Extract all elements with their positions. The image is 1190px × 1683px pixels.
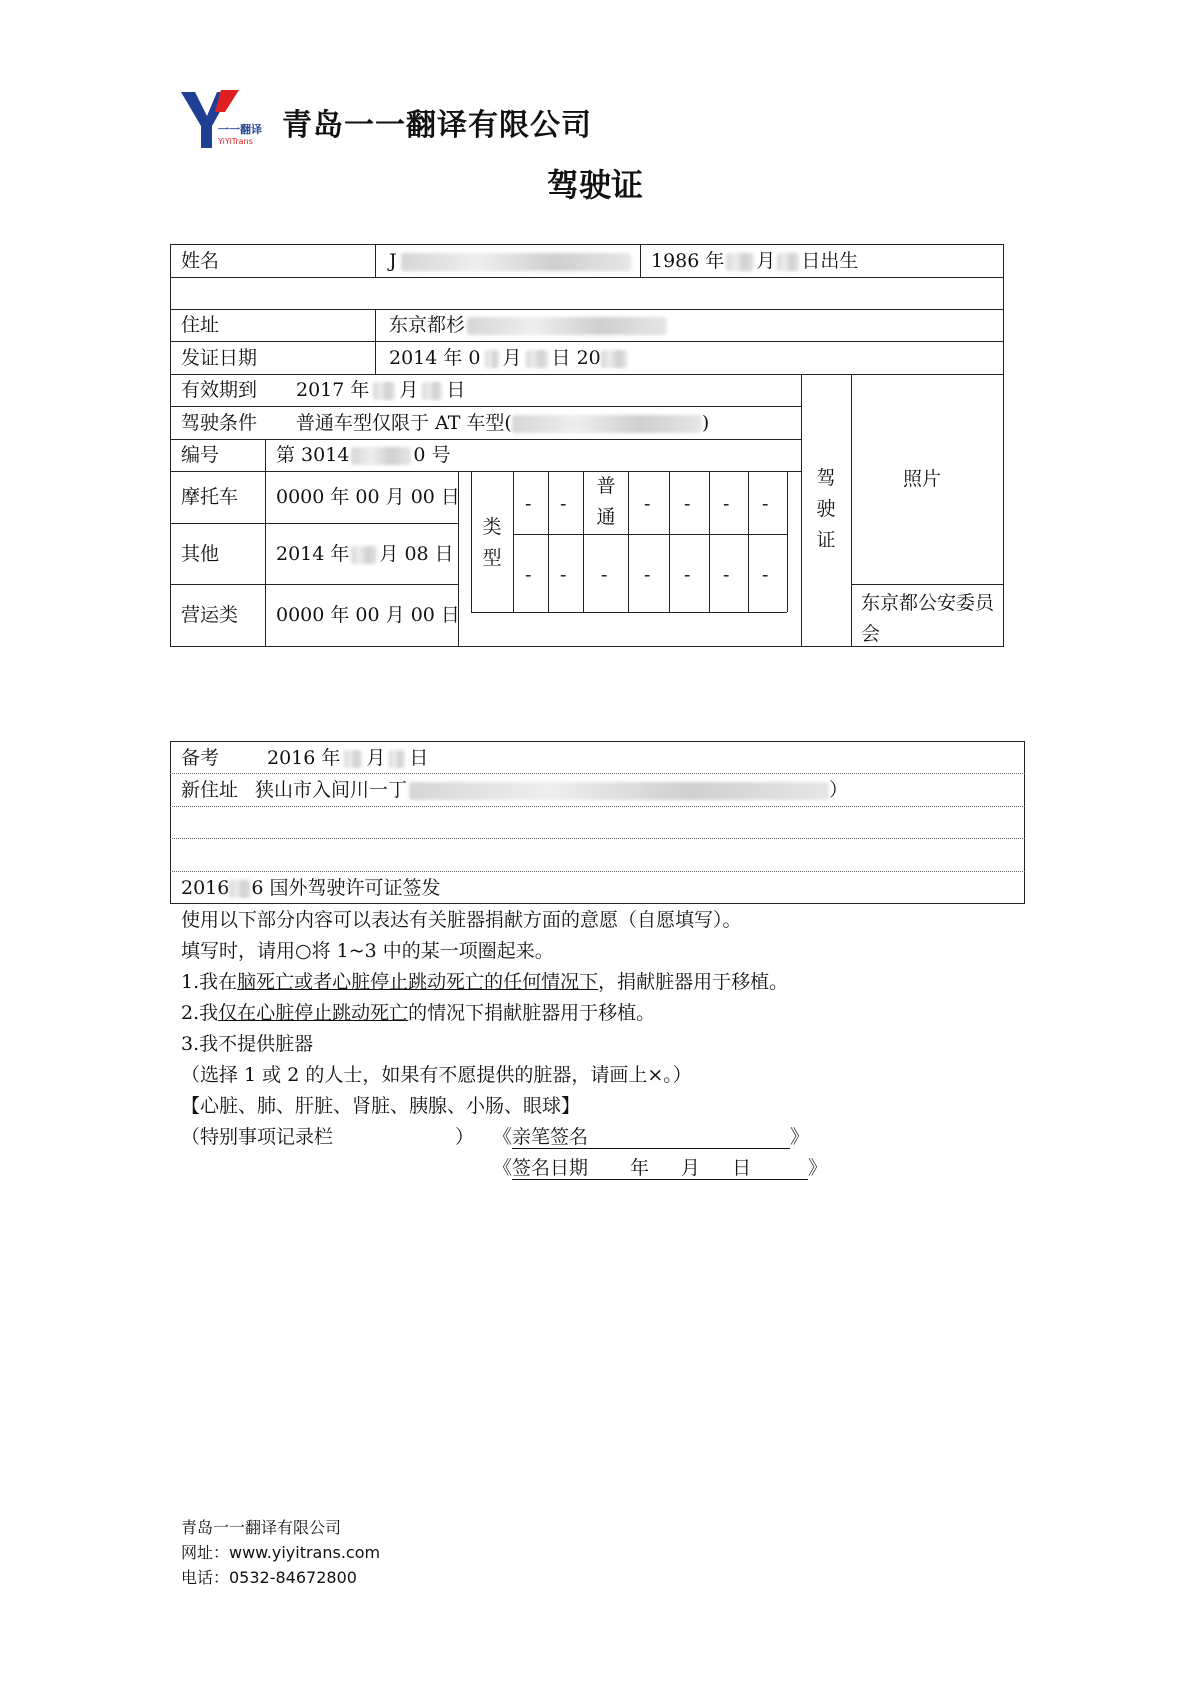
signature-field: 《亲笔签名 》 (493, 1126, 810, 1148)
type-dash: - (560, 564, 567, 586)
donation-option-1: 1.我在脑死亡或者心脏停止跳动死亡的任何情况下，捐献脏器用于移植。 (181, 971, 789, 993)
donation-option-2: 2.我仅在心脏停止跳动死亡的情况下捐献脏器用于移植。 (181, 1002, 656, 1024)
number-label: 编号 (181, 444, 220, 466)
type-dash: - (525, 493, 532, 515)
type-dash: - (723, 564, 730, 586)
type-dash: - (560, 493, 567, 515)
footer-phone: 电话：0532-84672800 (181, 1568, 357, 1587)
type-dash: - (601, 564, 608, 586)
donation-instruction: 填写时，请用○将 1~3 中的某一项圈起来。 (181, 940, 554, 962)
license-vertical-label: 驾驶证 (816, 467, 836, 551)
type-dash: - (762, 493, 769, 515)
logo-small-text: 一一翻译 (218, 123, 262, 136)
new-address-value: 狭山市入间川一丁 ） (255, 779, 849, 801)
address-label: 住址 (181, 314, 220, 336)
remark-value: 2016 年 月 日 (267, 747, 429, 769)
donation-option-3: 3.我不提供脏器 (181, 1033, 314, 1055)
new-address-label: 新住址 (181, 779, 239, 801)
type-dash: - (525, 564, 532, 586)
type-dash: - (762, 564, 769, 586)
special-notes-field: （特别事项记录栏 (181, 1126, 334, 1148)
valid-value: 2017 年 月 日 (296, 379, 466, 401)
type-dash: - (723, 493, 730, 515)
photo-label: 照片 (903, 468, 942, 490)
condition-value: 普通车型仅限于 AT 车型( ) (296, 412, 710, 434)
other-value: 2014 年 月 08 日 (276, 543, 454, 565)
issuing-authority: 东京都公安委员会 (861, 592, 995, 645)
type-normal-label: 普通 (596, 475, 616, 528)
valid-label: 有效期到 (181, 379, 258, 401)
issue-label: 发证日期 (181, 347, 258, 369)
other-label: 其他 (181, 543, 220, 565)
company-name: 青岛一一翻译有限公司 (282, 108, 592, 143)
special-notes-close: ） (455, 1126, 475, 1148)
number-value: 第 3014 0 号 (276, 444, 451, 466)
type-dash: - (644, 493, 651, 515)
donation-note: （选择 1 或 2 的人士，如果有不愿提供的脏器，请画上×。） (181, 1064, 692, 1086)
name-label: 姓名 (181, 250, 220, 272)
footer-website: 网址：www.yiyitrans.com (181, 1543, 381, 1562)
doc-title: 驾驶证 (546, 166, 643, 204)
type-dash: - (684, 564, 691, 586)
commercial-value: 0000 年 00 月 00 日 (276, 604, 460, 626)
organ-list: 【心脏、肺、肝脏、肾脏、胰腺、小肠、眼球】 (181, 1095, 581, 1117)
commercial-label: 营运类 (181, 604, 239, 626)
motorcycle-label: 摩托车 (181, 486, 239, 508)
birth-date: 1986 年 月 日出生 (651, 250, 859, 272)
type-dash: - (644, 564, 651, 586)
signature-date-field: 《签名日期 年 月 日 》 (493, 1157, 828, 1179)
motorcycle-value: 0000 年 00 月 00 日 (276, 486, 460, 508)
footer-company: 青岛一一翻译有限公司 (181, 1518, 342, 1537)
intl-permit-line: 2016 6 国外驾驶许可证签发 (181, 877, 441, 899)
type-label: 类型 (482, 516, 502, 569)
remark-label: 备考 (181, 747, 220, 769)
logo-sub-text: YiYiTrans (218, 137, 253, 146)
type-dash: - (684, 493, 691, 515)
donation-intro: 使用以下部分内容可以表达有关脏器捐献方面的意愿（自愿填写）。 (181, 909, 742, 931)
issue-value: 2014 年 0 月 日 20 (389, 347, 627, 369)
condition-label: 驾驶条件 (181, 412, 258, 434)
address-value: 东京都杉 (389, 314, 667, 336)
name-value: J (389, 250, 631, 272)
